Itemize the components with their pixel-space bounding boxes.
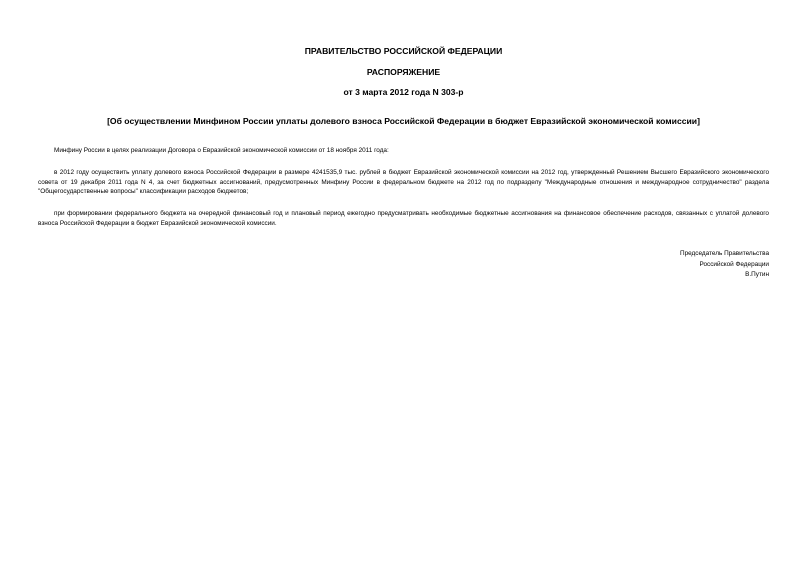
intro-paragraph bbox=[38, 146, 769, 156]
document-type-heading: РАСПОРЯЖЕНИЕ bbox=[366, 67, 441, 77]
government-heading: ПРАВИТЕЛЬСТВО РОССИЙСКОЙ ФЕДЕРАЦИИ bbox=[304, 46, 503, 56]
signature-position: Председатель Правительства bbox=[680, 250, 769, 257]
item-paragraph-2 bbox=[38, 209, 769, 228]
signature-country: Российской Федерации bbox=[699, 261, 769, 268]
intro-text: Минфину России в целях реализации Договора о Евразийской экономической комиссии от 18 ноября 2011 года: bbox=[54, 147, 389, 154]
item-1-text: в 2012 году осуществить уплату долевого взноса Российской Федерации в размере 4241535,9 тыс. рублей в бюджет Евразийской экономической комиссии на 2012 год, утвержденный Решением Высшего Евразийского экономического совета от 19 декабря 2011 года N 4, за счет бюджетных ассигнований, предусмотренных Минфину России в федеральном бюджете на 2012 год по подразделу "Международные отношения и международное сотрудничество" раздела "Общегосударственные вопросы" классификации расходов бюджетов; bbox=[38, 169, 769, 196]
item-paragraph-1 bbox=[38, 168, 769, 197]
signature-name: В.Путин bbox=[745, 271, 769, 278]
document-title: [Об осуществлении Минфином России уплаты долевого взноса Российской Федерации в бюджет Евразийской экономической комиссии] bbox=[107, 116, 700, 126]
item-2-text: при формировании федерального бюджета на очередной финансовый год и плановый период ежегодно предусматривать необходимые бюджетные ассигнования на финансовое обеспечение расходов, связанных с уплатой долевого взноса Российской Федерации в бюджет Евразийской экономической комиссии. bbox=[38, 210, 769, 227]
document-date-number: от 3 марта 2012 года N 303-р bbox=[343, 87, 464, 97]
